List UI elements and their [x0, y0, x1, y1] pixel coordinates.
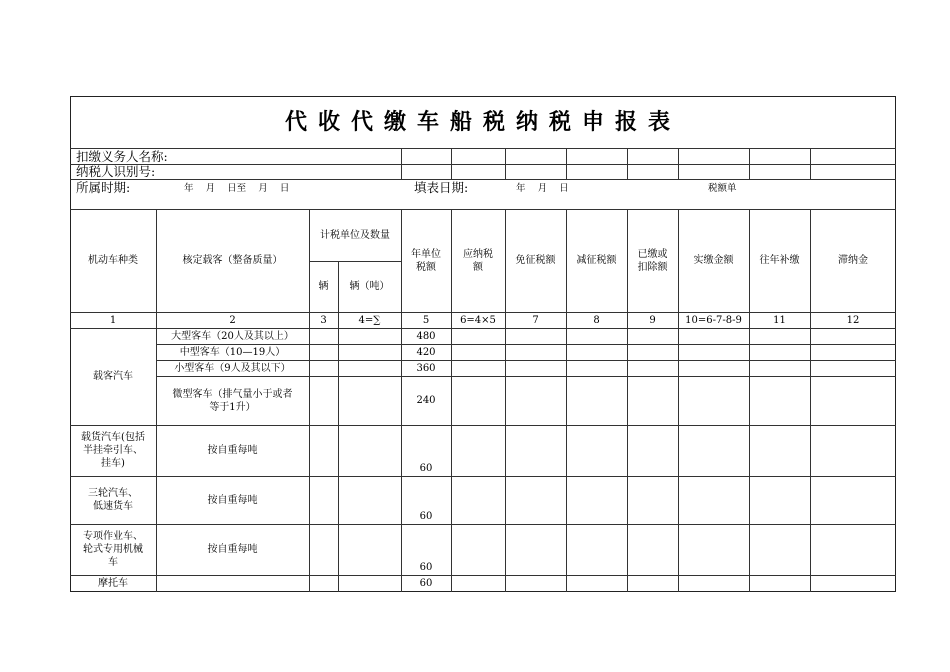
- header-exempt: 免征税额: [515, 255, 556, 266]
- column-number: 8: [593, 314, 600, 326]
- row-category-passenger: 载客汽车: [93, 371, 133, 382]
- row-rate: 480: [416, 330, 436, 342]
- column-number: 10=6-7-8-9: [685, 314, 742, 326]
- row-capacity: 中型客车（10—19人）: [179, 346, 286, 358]
- row-capacity: 小型客车（9人及其以下）: [174, 362, 291, 374]
- taxpayer-id-label: 纳税人识别号:: [76, 164, 156, 179]
- period-value: 年 月 日至 月 日: [184, 183, 290, 194]
- withholder-name-label: 扣缴义务人名称:: [76, 148, 168, 164]
- row-rate: 360: [416, 362, 436, 374]
- header-late-fee: 滞纳金: [838, 255, 868, 266]
- fill-date-label: 填表日期:: [414, 180, 469, 195]
- grid-line: [627, 148, 628, 179]
- row-capacity: 大型客车（20人及其以上）: [171, 330, 294, 342]
- grid-line: [749, 148, 750, 179]
- row-rate: 60: [419, 511, 433, 522]
- header-unit-ton: 辆（吨）: [349, 281, 390, 292]
- column-number: 9: [649, 314, 656, 326]
- row-category: 摩托车: [98, 578, 128, 589]
- column-number: 6=4×5: [460, 314, 496, 326]
- header-prior-year: 往年补缴: [759, 255, 800, 266]
- row-capacity: [156, 575, 309, 592]
- row-category: 专项作业车、 轮式专用机械 车: [83, 531, 143, 568]
- grid-line: [505, 148, 506, 179]
- header-unit-vehicle: 辆: [318, 281, 329, 292]
- row-rate: 240: [416, 395, 436, 406]
- column-number: 5: [422, 314, 430, 326]
- row-capacity: 按自重每吨: [207, 494, 258, 506]
- row-capacity: 按自重每吨: [207, 544, 258, 555]
- header-vehicle-type: 机动车种类: [88, 255, 138, 266]
- header-annual-unit-tax: 年单位 税额: [411, 248, 441, 273]
- grid-line: [678, 148, 679, 179]
- row-category: 三轮汽车、 低速货车: [88, 488, 138, 512]
- header-tax-unit-group: 计税单位及数量: [320, 229, 390, 241]
- column-number: 1: [109, 314, 117, 326]
- row-capacity: 按自重每吨: [207, 445, 258, 456]
- grid-line: [401, 148, 402, 179]
- column-number: 12: [846, 314, 860, 326]
- header-paid-deducted: 已缴或 扣除额: [637, 248, 668, 273]
- grid-line: [566, 148, 567, 179]
- row-rate: 420: [416, 346, 436, 358]
- row-capacity: 微型客车（排气量小于或者 等于1升）: [172, 388, 293, 413]
- header-reduced: 减征税额: [576, 255, 617, 266]
- row-category: 载货汽车(包括 半挂牵引车、 挂车): [81, 432, 145, 469]
- column-number: 11: [773, 314, 786, 326]
- header-tax-payable: 应纳税 额: [463, 248, 493, 273]
- row-rate: 60: [419, 463, 433, 474]
- fill-date-value: 年 月 日: [516, 183, 569, 194]
- row-rate: 60: [419, 562, 433, 573]
- header-actual-paid: 实缴金额: [693, 255, 734, 266]
- period-label: 所属时期:: [76, 180, 131, 195]
- column-number: 3: [320, 314, 327, 326]
- column-number: 2: [229, 314, 236, 326]
- tax-unit-label: 税额单: [708, 183, 737, 194]
- grid-line: [810, 148, 811, 179]
- column-number: 7: [532, 314, 539, 326]
- column-number: 4=∑: [358, 314, 381, 326]
- grid-line: [451, 148, 452, 179]
- header-capacity: 核定载客（整备质量）: [182, 255, 283, 266]
- form-title: 代收代缴车船税纳税申报表: [284, 108, 681, 135]
- tax-declaration-form: [70, 96, 896, 592]
- row-rate: 60: [419, 578, 433, 589]
